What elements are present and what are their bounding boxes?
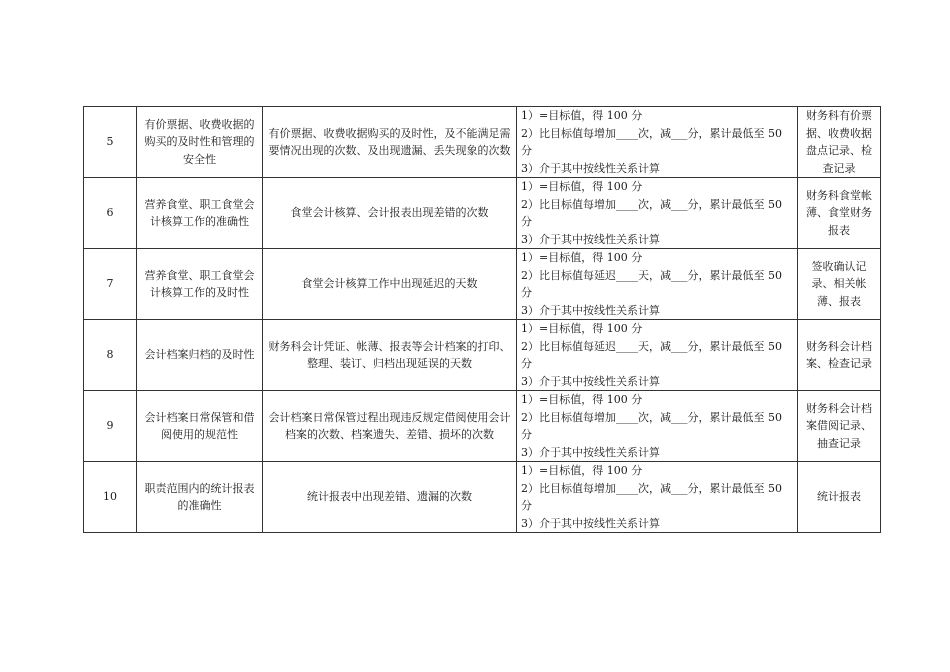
indicator-definition: 统计报表中出现差错、遗漏的次数	[263, 462, 517, 533]
scoring-rule: 3）介于其中按线性关系计算	[521, 374, 660, 388]
scoring-rule: 3）介于其中按线性关系计算	[521, 232, 660, 246]
indicator-name: 营养食堂、职工食堂会计核算工作的准确性	[137, 178, 263, 249]
scoring-rules	[517, 462, 798, 533]
kpi-table	[83, 106, 881, 533]
scoring-rule: 1）=目标值，得 100 分	[521, 393, 643, 406]
row-number: 8	[84, 320, 137, 391]
scoring-rule: 1）=目标值，得 100 分	[521, 109, 643, 122]
table-row	[84, 178, 881, 249]
scoring-rule: 1）=目标值，得 100 分	[521, 322, 643, 335]
scoring-rules	[517, 391, 798, 462]
scoring-rule: 2）比目标值每延迟____天，减___分，累计最低至 50 分	[521, 339, 782, 370]
indicator-definition: 食堂会计核算、会计报表出现差错的次数	[263, 178, 517, 249]
data-source: 统计报表	[798, 462, 881, 533]
indicator-name: 营养食堂、职工食堂会计核算工作的及时性	[137, 249, 263, 320]
indicator-definition: 财务科会计凭证、帐薄、报表等会计档案的打印、整理、装订、归档出现延误的天数	[263, 320, 517, 391]
data-source: 签收确认记录、相关帐薄、报表	[798, 249, 881, 320]
indicator-definition: 有价票据、收费收据购买的及时性，及不能满足需要情况出现的次数、及出现遗漏、丢失现象的次数	[263, 107, 517, 178]
row-number: 9	[84, 391, 137, 462]
table-row	[84, 320, 881, 391]
indicator-name: 有价票据、收费收据的购买的及时性和管理的安全性	[137, 107, 263, 178]
indicator-name: 职责范围内的统计报表的准确性	[137, 462, 263, 533]
scoring-rule: 3）介于其中按线性关系计算	[521, 445, 660, 459]
scoring-rule: 2）比目标值每增加____次，减___分，累计最低至 50 分	[521, 410, 782, 441]
scoring-rules	[517, 178, 798, 249]
row-number: 5	[84, 107, 137, 178]
kpi-table-body	[84, 107, 881, 533]
scoring-rules	[517, 320, 798, 391]
table-row	[84, 107, 881, 178]
row-number: 6	[84, 178, 137, 249]
table-row	[84, 391, 881, 462]
row-number: 10	[84, 462, 137, 533]
scoring-rule: 2）比目标值每延迟____天，减___分，累计最低至 50 分	[521, 268, 782, 299]
scoring-rule: 3）介于其中按线性关系计算	[521, 303, 660, 317]
scoring-rule: 3）介于其中按线性关系计算	[521, 161, 660, 175]
table-row	[84, 462, 881, 533]
scoring-rule: 1）=目标值，得 100 分	[521, 180, 643, 193]
data-source: 财务科会计档案、检查记录	[798, 320, 881, 391]
scoring-rules	[517, 249, 798, 320]
scoring-rule: 3）介于其中按线性关系计算	[521, 516, 660, 530]
scoring-rule: 2）比目标值每增加____次，减___分，累计最低至 50 分	[521, 481, 782, 512]
indicator-definition: 食堂会计核算工作中出现延迟的天数	[263, 249, 517, 320]
table-row	[84, 249, 881, 320]
scoring-rule: 2）比目标值每增加____次，减___分，累计最低至 50 分	[521, 126, 782, 157]
data-source: 财务科有价票据、收费收据盘点记录、检查记录	[798, 107, 881, 178]
indicator-name: 会计档案日常保管和借阅使用的规范性	[137, 391, 263, 462]
data-source: 财务科食堂帐薄、食堂财务报表	[798, 178, 881, 249]
indicator-definition: 会计档案日常保管过程出现违反规定借阅使用会计档案的次数、档案遗失、差错、损坏的次数	[263, 391, 517, 462]
scoring-rule: 1）=目标值，得 100 分	[521, 464, 643, 477]
row-number: 7	[84, 249, 137, 320]
scoring-rules	[517, 107, 798, 178]
data-source: 财务科会计档案借阅记录、抽查记录	[798, 391, 881, 462]
indicator-name: 会计档案归档的及时性	[137, 320, 263, 391]
scoring-rule: 2）比目标值每增加____次，减___分，累计最低至 50 分	[521, 197, 782, 228]
scoring-rule: 1）=目标值，得 100 分	[521, 251, 643, 264]
